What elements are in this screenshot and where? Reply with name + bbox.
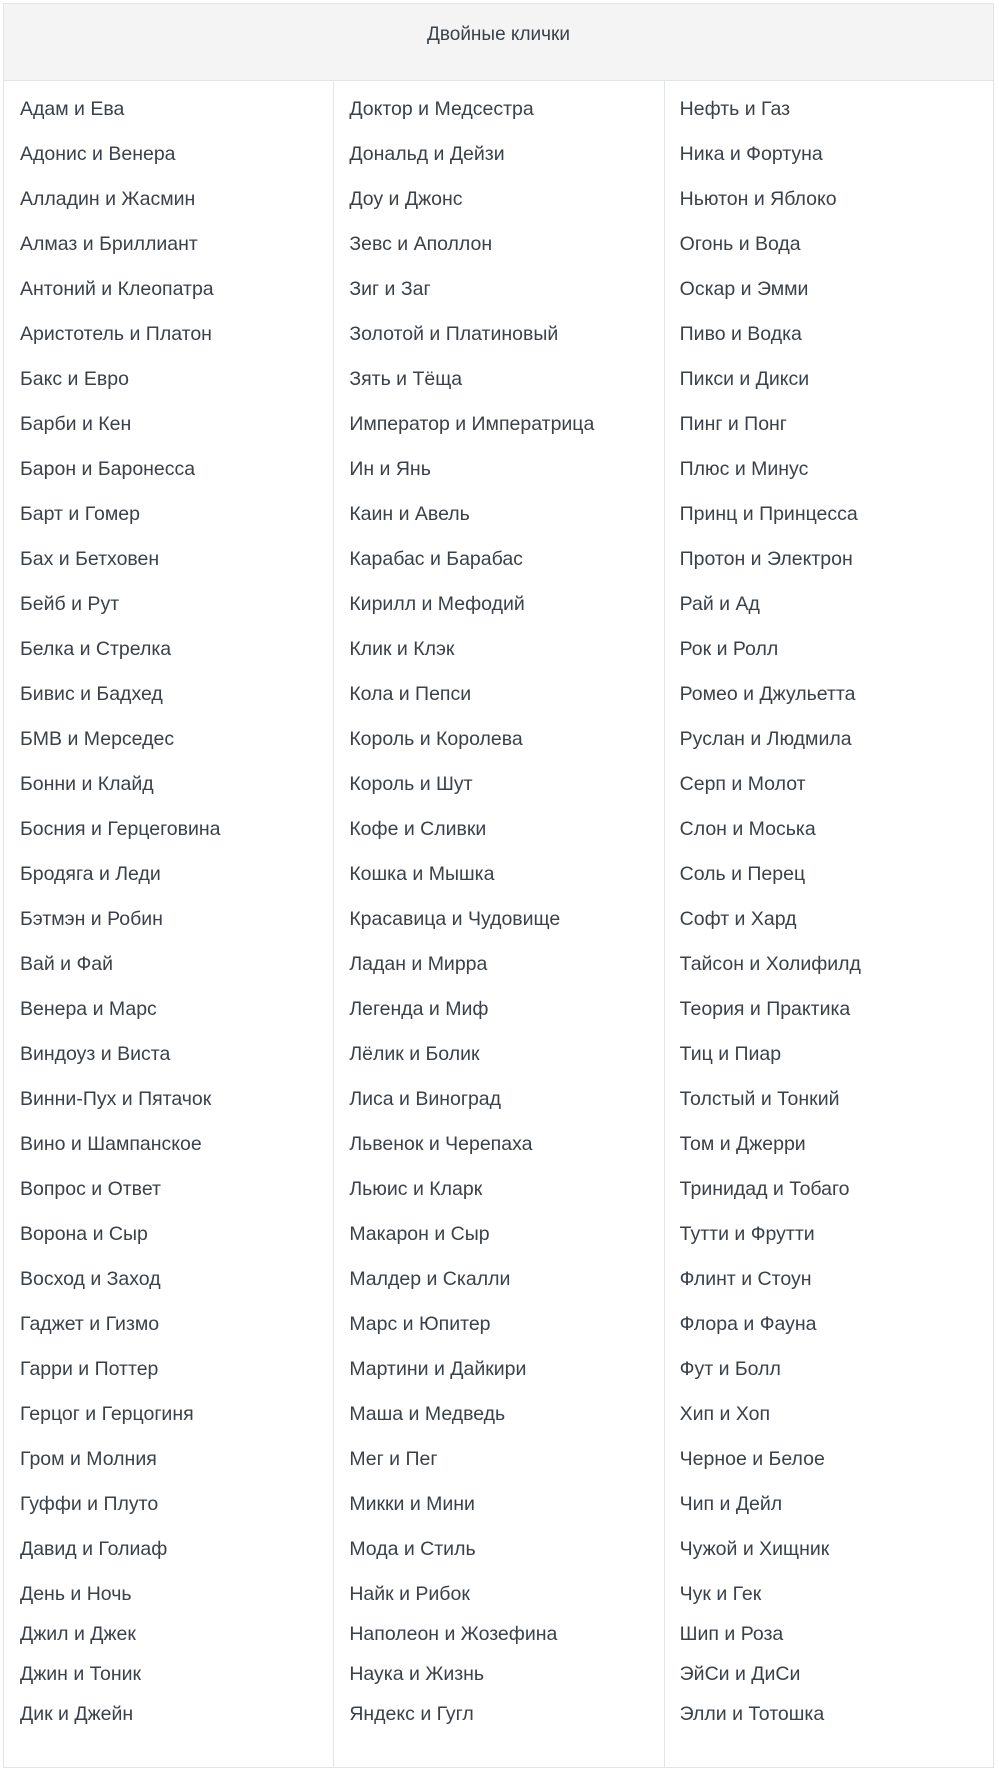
table-cell: Бэтмэн и Робин <box>20 908 163 930</box>
table-cell: Зиг и Заг <box>349 278 431 300</box>
table-cell: Макарон и Сыр <box>349 1223 490 1245</box>
table-cell: Фут и Болл <box>679 1358 781 1380</box>
table-cell: Чип и Дейл <box>679 1493 783 1515</box>
table-cell: Джин и Тоник <box>20 1663 142 1685</box>
table-cell: Найк и Рибок <box>349 1583 470 1605</box>
table-cell: Ворона и Сыр <box>20 1223 148 1245</box>
table-column-1 <box>4 81 333 1768</box>
table-cell: Зять и Тёща <box>349 368 463 390</box>
table-title: Двойные клички <box>4 4 993 81</box>
table-cell: Бейб и Рут <box>20 593 120 615</box>
table-cell: Джил и Джек <box>20 1623 136 1645</box>
table-cell: Доктор и Медсестра <box>349 98 534 120</box>
table-cell: Кирилл и Мефодий <box>349 593 525 615</box>
table-cell: Малдер и Скалли <box>349 1268 511 1290</box>
table-cell: Давид и Голиаф <box>20 1538 168 1560</box>
table-cell: Слон и Моська <box>679 818 816 840</box>
table-cell: Мег и Пег <box>349 1448 438 1470</box>
table-cell: Нефть и Газ <box>679 98 791 120</box>
table-cell: Мартини и Дайкири <box>349 1358 527 1380</box>
table-cell: Гуффи и Плуто <box>20 1493 159 1515</box>
table-cell: Ладан и Мирра <box>349 953 488 975</box>
table-cell: Бивис и Бадхед <box>20 683 163 705</box>
table-cell: Плюс и Минус <box>679 458 809 480</box>
table-cell: Тайсон и Холифилд <box>679 953 861 975</box>
table-cell: Чужой и Хищник <box>679 1538 830 1560</box>
table-cell: Кошка и Мышка <box>349 863 495 885</box>
table-cell: Шип и Роза <box>679 1623 784 1645</box>
table-cell: Лёлик и Болик <box>349 1043 480 1065</box>
table-cell: Пиво и Водка <box>679 323 802 345</box>
table-cell: Алладин и Жасмин <box>20 188 196 210</box>
table-cell: Флинт и Стоун <box>679 1268 812 1290</box>
table-cell: Король и Шут <box>349 773 473 795</box>
table-cell: Том и Джерри <box>679 1133 806 1155</box>
table-cell: Софт и Хард <box>679 908 797 930</box>
table-cell: Хип и Хоп <box>679 1403 771 1425</box>
table-cell: Огонь и Вода <box>679 233 801 255</box>
table-cell: Соль и Перец <box>679 863 806 885</box>
table-cell: Принц и Принцесса <box>679 503 858 525</box>
double-names-table <box>3 3 994 1768</box>
table-cell: Алмаз и Бриллиант <box>20 233 198 255</box>
table-cell: Ин и Янь <box>349 458 431 480</box>
table-cell: Толстый и Тонкий <box>679 1088 840 1110</box>
table-cell: Пикси и Дикси <box>679 368 810 390</box>
table-cell: Виндоуз и Виста <box>20 1043 171 1065</box>
table-cell: Ника и Фортуна <box>679 143 823 165</box>
table-cell: Марс и Юпитер <box>349 1313 491 1335</box>
table-cell: Лиса и Виноград <box>349 1088 502 1110</box>
table-cell: Львенок и Черепаха <box>349 1133 533 1155</box>
table-cell: Льюис и Кларк <box>349 1178 483 1200</box>
table-cell: Бродяга и Леди <box>20 863 161 885</box>
table-cell: Вай и Фай <box>20 953 114 975</box>
table-cell: Зевс и Аполлон <box>349 233 493 255</box>
table-cell: Рок и Ролл <box>679 638 779 660</box>
table-cell: Тиц и Пиар <box>679 1043 782 1065</box>
table-cell: Оскар и Эмми <box>679 278 809 300</box>
table-cell: Дональд и Дейзи <box>349 143 505 165</box>
table-cell: Босния и Герцеговина <box>20 818 221 840</box>
table-cell: Венера и Марс <box>20 998 157 1020</box>
table-cell: Теория и Практика <box>679 998 851 1020</box>
table-cell: Бах и Бетховен <box>20 548 160 570</box>
table-cell: Антоний и Клеопатра <box>20 278 214 300</box>
table-cell: Каин и Авель <box>349 503 470 525</box>
table-cell: Яндекс и Гугл <box>349 1703 474 1725</box>
table-cell: Аристотель и Платон <box>20 323 212 345</box>
table-cell: Микки и Мини <box>349 1493 475 1515</box>
table-cell: Ньютон и Яблоко <box>679 188 837 210</box>
table-cell: Мода и Стиль <box>349 1538 476 1560</box>
table-cell: Восход и Заход <box>20 1268 161 1290</box>
table-cell: Гарри и Поттер <box>20 1358 159 1380</box>
table-cell: Ромео и Джульетта <box>679 683 856 705</box>
table-cell: ЭйСи и ДиСи <box>679 1663 801 1685</box>
table-cell: Адам и Ева <box>20 98 125 120</box>
table-cell: Кола и Пепси <box>349 683 472 705</box>
table-cell: Белка и Стрелка <box>20 638 172 660</box>
table-cell: Легенда и Миф <box>349 998 489 1020</box>
table-cell: Дик и Джейн <box>20 1703 134 1725</box>
table-cell: Доу и Джонс <box>349 188 463 210</box>
table-cell: Барт и Гомер <box>20 503 140 525</box>
table-cell: Барби и Кен <box>20 413 132 435</box>
table-cell: Тутти и Фрутти <box>679 1223 815 1245</box>
table-cell: Рай и Ад <box>679 593 760 615</box>
table-cell: Карабас и Барабас <box>349 548 523 570</box>
table-cell: Король и Королева <box>349 728 523 750</box>
table-cell: Кофе и Сливки <box>349 818 487 840</box>
table-cell: Черное и Белое <box>679 1448 825 1470</box>
table-cell: Герцог и Герцогиня <box>20 1403 194 1425</box>
table-cell: Бонни и Клайд <box>20 773 154 795</box>
table-cell: Гром и Молния <box>20 1448 157 1470</box>
table-body <box>4 81 993 1768</box>
table-cell: Серп и Молот <box>679 773 806 795</box>
table-cell: Наполеон и Жозефина <box>349 1623 558 1645</box>
table-column-3 <box>664 81 993 1768</box>
table-cell: Пинг и Понг <box>679 413 787 435</box>
table-cell: Наука и Жизнь <box>349 1663 485 1685</box>
table-cell: Чук и Гек <box>679 1583 762 1605</box>
table-cell: Бакс и Евро <box>20 368 129 390</box>
table-cell: Император и Императрица <box>349 413 595 435</box>
table-cell: Протон и Электрон <box>679 548 853 570</box>
table-cell: Маша и Медведь <box>349 1403 506 1425</box>
table-column-2 <box>333 81 663 1768</box>
table-cell: Вопрос и Ответ <box>20 1178 161 1200</box>
table-cell: Барон и Баронесса <box>20 458 196 480</box>
table-cell: Гаджет и Гизмо <box>20 1313 160 1335</box>
table-cell: День и Ночь <box>20 1583 132 1605</box>
table-cell: Тринидад и Тобаго <box>679 1178 850 1200</box>
table-cell: Клик и Клэк <box>349 638 455 660</box>
table-cell: Золотой и Платиновый <box>349 323 559 345</box>
table-cell: Адонис и Венера <box>20 143 176 165</box>
table-cell: Красавица и Чудовище <box>349 908 561 930</box>
table-cell: Руслан и Людмила <box>679 728 852 750</box>
table-cell: Вино и Шампанское <box>20 1133 202 1155</box>
table-cell: Элли и Тотошка <box>679 1703 825 1725</box>
table-cell: Винни-Пух и Пятачок <box>20 1088 212 1110</box>
table-cell: Флора и Фауна <box>679 1313 817 1335</box>
table-cell: БМВ и Мерседес <box>20 728 175 750</box>
